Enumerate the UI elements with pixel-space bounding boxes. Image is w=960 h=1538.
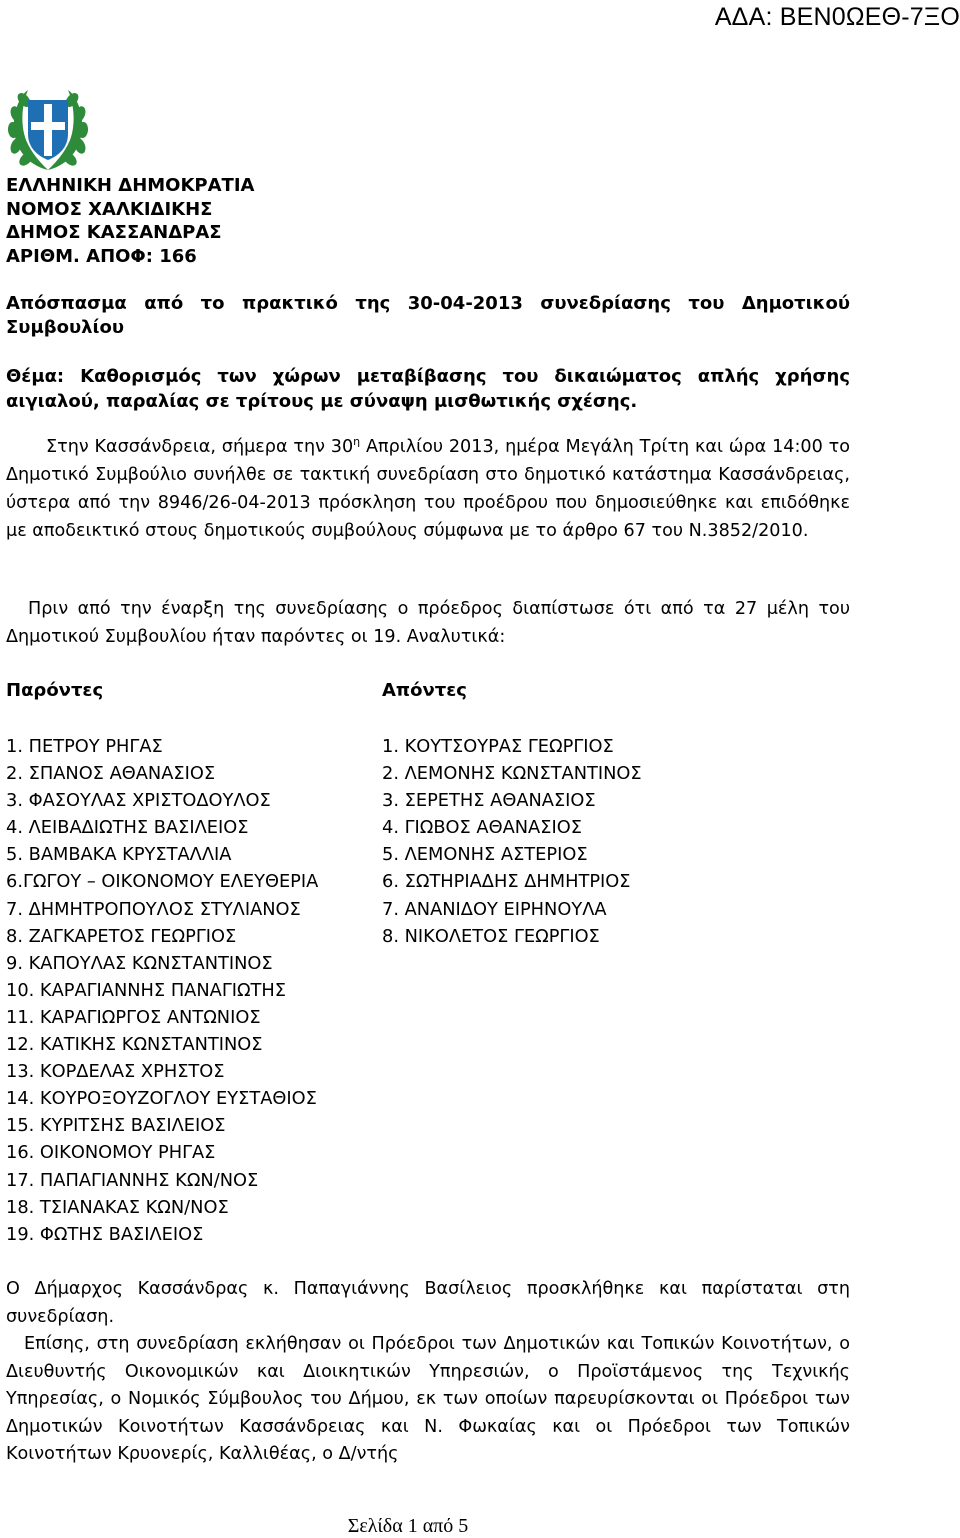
absent-heading: Απόντες (382, 680, 467, 701)
list-item: 5. ΒΑΜΒΑΚΑ ΚΡΥΣΤΑΛΛΙΑ (6, 844, 232, 866)
list-item: 4. ΓΙΩΒΟΣ ΑΘΑΝΑΣΙΟΣ (382, 817, 582, 839)
list-item: 3. ΦΑΣΟΥΛΑΣ ΧΡΙΣΤΟΔΟΥΛΟΣ (6, 790, 271, 812)
subject-text: Καθορισμός των χώρων μεταβίβασης του δικαιώματος απλής χρήσης αιγιαλού, παραλίας σε τρίτους με σύναψη μισθωτικής σχέσης. (6, 366, 850, 412)
list-item: 2. ΛΕΜΟΝΗΣ ΚΩΝΣΤΑΝΤΙΝΟΣ (382, 763, 642, 785)
header-line: ΕΛΛΗΝΙΚΗ ΔΗΜΟΚΡΑΤΙΑ (6, 175, 255, 196)
list-item: 6. ΣΩΤΗΡΙΑΔΗΣ ΔΗΜΗΤΡΙΟΣ (382, 871, 631, 893)
list-item: 4. ΛΕΙΒΑΔΙΩΤΗΣ ΒΑΣΙΛΕΙΟΣ (6, 817, 249, 839)
list-item: 13. ΚΟΡΔΕΛΑΣ ΧΡΗΣΤΟΣ (6, 1061, 225, 1083)
opening-paragraph-text-cont: Απριλίου 2013, ημέρα Μεγάλη Τρίτη και ώρα 14:00 το Δημοτικό Συμβούλιο συνήλθε σε τακτική συνεδρίαση στο δημοτικό κατάστημα Κασσάνδρειας, ύστερα από την 8946/26-04-2013 πρόσκληση του προέδρου που δημοσιεύθηκε και επιδόθηκε με αποδεικτικό στους δημοτικούς συμβούλους σύμφωνα με το άρθρο 67 του Ν.3852/2010. (6, 437, 850, 541)
list-item: 17. ΠΑΠΑΓΙΑΝΝΗΣ ΚΩΝ/ΝΟΣ (6, 1169, 259, 1191)
list-item: 10. ΚΑΡΑΓΙΑΝΝΗΣ ΠΑΝΑΓΙΩΤΗΣ (6, 979, 287, 1001)
list-item: 8. ΝΙΚΟΛΕΤΟΣ ΓΕΩΡΓΙΟΣ (382, 925, 600, 947)
greek-republic-emblem-icon (4, 84, 92, 174)
list-item: 3. ΣΕΡΕΤΗΣ ΑΘΑΝΑΣΙΟΣ (382, 790, 596, 812)
subject (6, 364, 850, 414)
list-item: 7. ΔΗΜΗΤΡΟΠΟΥΛΟΣ ΣΤΥΛΙΑΝΟΣ (6, 898, 301, 920)
ordinal-superscript: η (353, 435, 361, 449)
list-item: 18. ΤΣΙΑΝΑΚΑΣ ΚΩΝ/ΝΟΣ (6, 1196, 229, 1218)
quorum-paragraph: Πριν από την έναρξη της συνεδρίασης ο πρόεδρος διαπίστωσε ότι από τα 27 μέλη του Δημοτικού Συμβουλίου ήταν παρόντες οι 19. Αναλυτικά: (6, 599, 850, 647)
mayor-paragraph: Ο Δήμαρχος Κασσάνδρας κ. Παπαγιάννης Βασίλειος προσκλήθηκε και παρίσταται στη συνεδρίαση. (6, 1279, 850, 1327)
list-item: 8. ΖΑΓΚΑΡΕΤΟΣ ΓΕΩΡΓΙΟΣ (6, 925, 237, 947)
list-item: 5. ΛΕΜΟΝΗΣ ΑΣΤΕΡΙΟΣ (382, 844, 588, 866)
list-item: 1. ΠΕΤΡΟΥ ΡΗΓΑΣ (6, 736, 163, 757)
list-item: 14. ΚΟΥΡΟΞΟΥΖΟΓΛΟΥ ΕΥΣΤΑΘΙΟΣ (6, 1088, 317, 1110)
list-item: 2. ΣΠΑΝΟΣ ΑΘΑΝΑΣΙΟΣ (6, 763, 216, 785)
extract-title: Απόσπασμα από το πρακτικό της 30-04-2013 συνεδρίασης του Δημοτικού Συμβουλίου (6, 293, 850, 338)
absent-list (382, 733, 642, 950)
list-item: 16. ΟΙΚΟΝΟΜΟΥ ΡΗΓΑΣ (6, 1142, 216, 1164)
document-header (6, 174, 254, 268)
list-item: 6.ΓΩΓΟΥ – ΟΙΚΟΝΟΜΟΥ ΕΛΕΥΘΕΡΙΑ (6, 871, 319, 893)
ada-code: ΑΔΑ: ΒΕΝ0ΩΕΘ-7ΞΟ (714, 3, 960, 31)
subject-label: Θέμα: (6, 366, 65, 387)
page-number: Σελίδα 1 από 5 (347, 1515, 469, 1537)
list-item: 19. ΦΩΤΗΣ ΒΑΣΙΛΕΙΟΣ (6, 1223, 204, 1245)
header-line: ΝΟΜΟΣ ΧΑΛΚΙΔΙΚΗΣ (6, 198, 213, 220)
list-item: 1. ΚΟΥΤΣΟΥΡΑΣ ΓΕΩΡΓΙΟΣ (382, 736, 614, 757)
list-item: 7. ΑΝΑΝΙΔΟΥ ΕΙΡΗΝΟΥΛΑ (382, 898, 607, 920)
opening-paragraph (6, 433, 850, 545)
list-item: 15. ΚΥΡΙΤΣΗΣ ΒΑΣΙΛΕΙΟΣ (6, 1115, 226, 1137)
present-heading: Παρόντες (6, 680, 104, 701)
present-list (6, 733, 318, 1248)
list-item: 12. ΚΑΤΙΚΗΣ ΚΩΝΣΤΑΝΤΙΝΟΣ (6, 1034, 263, 1056)
list-item: 9. ΚΑΠΟΥΛΑΣ ΚΩΝΣΤΑΝΤΙΝΟΣ (6, 952, 273, 974)
list-item: 11. ΚΑΡΑΓΙΩΡΓΟΣ ΑΝΤΩΝΙΟΣ (6, 1006, 261, 1028)
decision-number: ΑΡΙΘΜ. ΑΠΟΦ: 166 (6, 245, 197, 267)
invitees-paragraph: Επίσης, στη συνεδρίαση εκλήθησαν οι Πρόεδροι των Δημοτικών και Τοπικών Κοινοτήτων, ο Διευθυντής Οικονομικών και Διοικητικών Υπηρεσιών, ο Προϊστάμενος της Τεχνικής Υπηρεσίας, ο Νομικός Σύμβουλος του Δήμου, εκ των οποίων παρευρίσκονται οι Πρόεδροι των Δημοτικών Κοινοτήτων Κασσάνδρειας και Ν. Φωκαίας και οι Πρόεδροι των Τοπικών Κοινοτήτων Κρυονερίς, Καλλιθέας, ο Δ/ντής (6, 1334, 850, 1464)
header-line: ΔΗΜΟΣ ΚΑΣΣΑΝΔΡΑΣ (6, 222, 222, 243)
opening-paragraph-text: Στην Κασσάνδρεια, σήμερα την 30 (46, 437, 354, 457)
